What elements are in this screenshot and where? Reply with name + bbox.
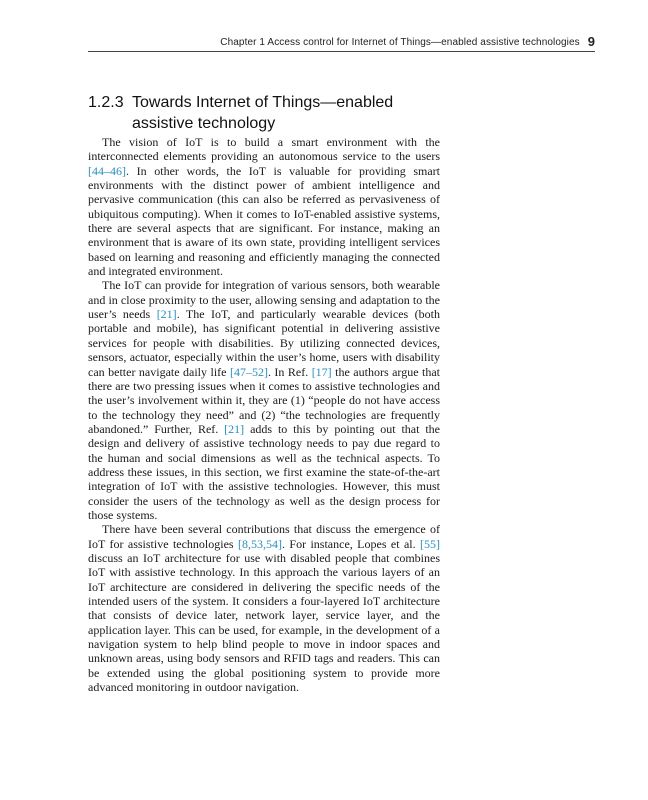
- citation-link[interactable]: [21]: [224, 421, 245, 436]
- citation-link[interactable]: [44–46]: [88, 163, 126, 178]
- text-run: There have been several contributions that discuss the emergence of IoT for assistive technologies: [88, 522, 440, 551]
- text-run: adds to this by pointing out that the design and delivery of assistive technology needs to pay due regard to the human and social dimensions as well as the technical aspects. To address these issues, in this section, we first examine the state-of-the-art integration of IoT with the assistive technologies. However, this must consider the users of the technology as well as the design process for those systems.: [88, 421, 440, 522]
- running-title: Chapter 1 Access control for Internet of Things—enabled assistive technologies: [220, 37, 580, 48]
- text-run: The IoT can provide for integration of various sensors, both wearable and in close proximity to the user, allowing sensing and adaptation to the user’s needs: [88, 278, 440, 322]
- paragraph-3: [88, 522, 440, 694]
- paragraph-1: [88, 135, 440, 278]
- citation-link[interactable]: [55]: [420, 536, 440, 551]
- body-text: [88, 135, 440, 694]
- citation-link[interactable]: [21]: [156, 307, 177, 322]
- running-header: [88, 34, 595, 50]
- text-run: . The IoT, and particularly wearable devices (both portable and mobile), has significant potential in delivering assistive services for people with disabilities. By utilizing connected devices, sensors, actuator, especially within the user’s home, users with disability can better navigate daily life: [88, 307, 441, 379]
- citation-link[interactable]: [8,53,54]: [238, 536, 282, 551]
- section-number: 1.2.3: [88, 94, 124, 111]
- section-heading: [88, 92, 448, 134]
- text-run: . In other words, the IoT is valuable for providing smart environments with the distinct power of ambient intelligence and pervasive communication (this can also be referred as pervasiveness of ubiquitous computing). When it comes to IoT-enabled assistive systems, there are several aspects that are significant. For instance, making an environment that is aware of its own state, providing intelligent services based on learning and reasoning and efficiently managing the connected and integrated environment.: [88, 163, 440, 279]
- text-run: . In Ref.: [267, 364, 312, 379]
- citation-link[interactable]: [47–52]: [229, 364, 268, 379]
- text-run: . For instance, Lopes et al.: [282, 536, 420, 551]
- page-number: 9: [587, 34, 595, 49]
- text-run: the authors argue that there are two pressing issues when it comes to assistive technologies and the user’s involvement within it, they are (1) “people do not have access to the technology they need” and (2) “the technologies are frequently abandoned.” Further, Ref.: [88, 364, 440, 436]
- header-rule: [88, 51, 595, 52]
- section-title: Towards Internet of Things—enabled assistive technology: [132, 94, 394, 132]
- paragraph-2: [88, 278, 440, 522]
- text-run: The vision of IoT is to build a smart environment with the interconnected elements providing an autonomous service to the users: [88, 135, 440, 164]
- citation-link[interactable]: [17]: [311, 364, 332, 379]
- text-run: discuss an IoT architecture for use with disabled people that combines IoT with assistive technology. In this approach the various layers of an IoT architecture are considered in delivering the specific needs of the intended users of the system. It considers a four-layered IoT architecture that consists of device later, network layer, service layer, and the application layer. This can be used, for example, in the development of a navigation system to help blind people to move in indoor spaces and unknown areas, using body sensors and RFID tags and readers. This can be extended using the global positioning system to provide more advanced monitoring in outdoor navigation.: [88, 550, 440, 695]
